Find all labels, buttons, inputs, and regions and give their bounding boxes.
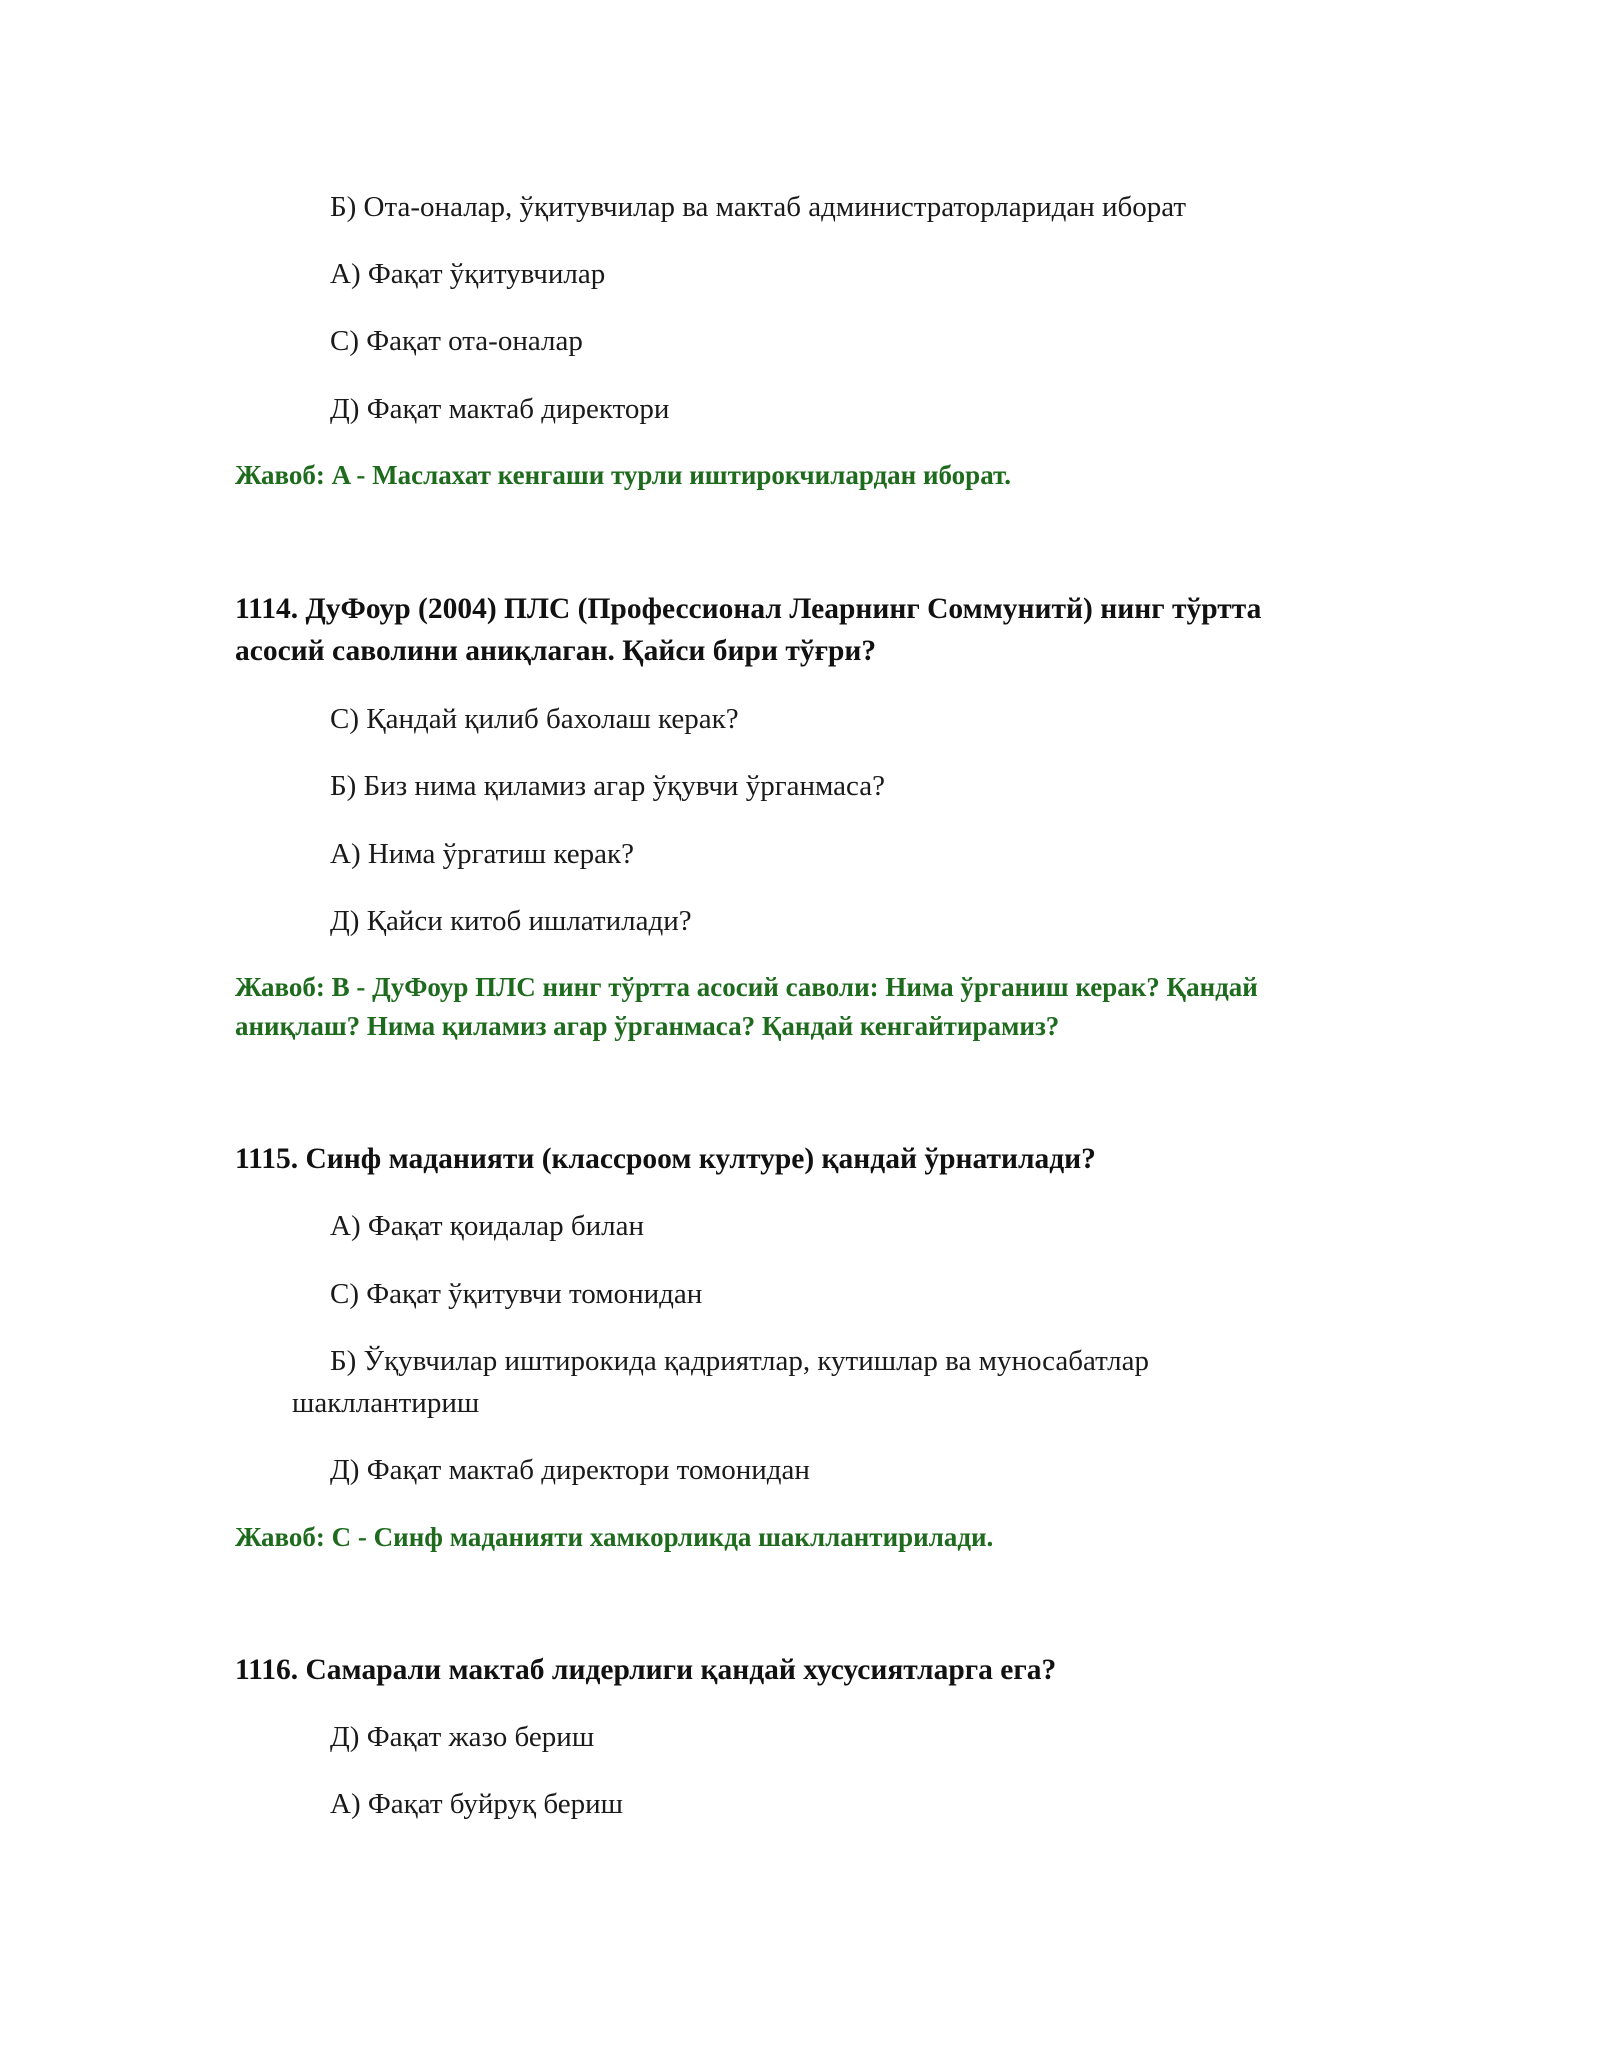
- option-b: Б) Ўқувчилар иштирокида қадриятлар, кутишлар ва муносабатлар: [330, 1345, 1149, 1377]
- option-b-continuation: шакллантириш: [292, 1387, 480, 1419]
- option-c: С) Фақат ота-оналар: [330, 325, 583, 357]
- option-b: Б) Биз нима қиламиз агар ўқувчи ўрганмаса?: [330, 770, 885, 802]
- option-a: А) Фақат буйруқ бериш: [330, 1788, 623, 1820]
- question-1114-line-2: асосий саволини аниқлаган. Қайси бири тўғри?: [235, 635, 877, 667]
- question-1116: 1116. Самарали мактаб лидерлиги қандай хусусиятларга ега?: [235, 1654, 1057, 1686]
- option-a: А) Фақат ўқитувчилар: [330, 258, 606, 290]
- answer-1114-line-2: аниқлаш? Нима қиламиз агар ўрганмаса? Қандай кенгайтирамиз?: [235, 1011, 1060, 1041]
- option-d: Д) Фақат мактаб директори: [330, 393, 670, 425]
- question-1115: 1115. Синф маданияти (классроом културе) қандай ўрнатилади?: [235, 1143, 1096, 1175]
- option-d: Д) Қайси китоб ишлатилади?: [330, 905, 692, 937]
- answer-text: Жавоб: A - Маслахат кенгаши турли иштирокчилардан иборат.: [235, 460, 1011, 490]
- option-d: Д) Фақат мактаб директори томонидан: [330, 1454, 810, 1486]
- answer-1114-line-1: Жавоб: B - ДуФоур ПЛС нинг тўртта асосий саволи: Нима ўрганиш керак? Қандай: [235, 972, 1258, 1002]
- option-a: А) Нима ўргатиш керак?: [330, 838, 634, 870]
- option-a: А) Фақат қоидалар билан: [330, 1210, 644, 1242]
- question-1114-line-1: 1114. ДуФоур (2004) ПЛС (Профессионал Леарнинг Соммунитй) нинг тўртта: [235, 593, 1262, 625]
- option-c: С) Қандай қилиб бахолаш керак?: [330, 703, 739, 735]
- answer-1115: Жавоб: C - Синф маданияти хамкорликда шакллантирилади.: [235, 1522, 994, 1552]
- option-d: Д) Фақат жазо бериш: [330, 1721, 595, 1753]
- option-b: Б) Ота-оналар, ўқитувчилар ва мактаб администраторларидан иборат: [330, 191, 1187, 223]
- option-c: С) Фақат ўқитувчи томонидан: [330, 1278, 703, 1310]
